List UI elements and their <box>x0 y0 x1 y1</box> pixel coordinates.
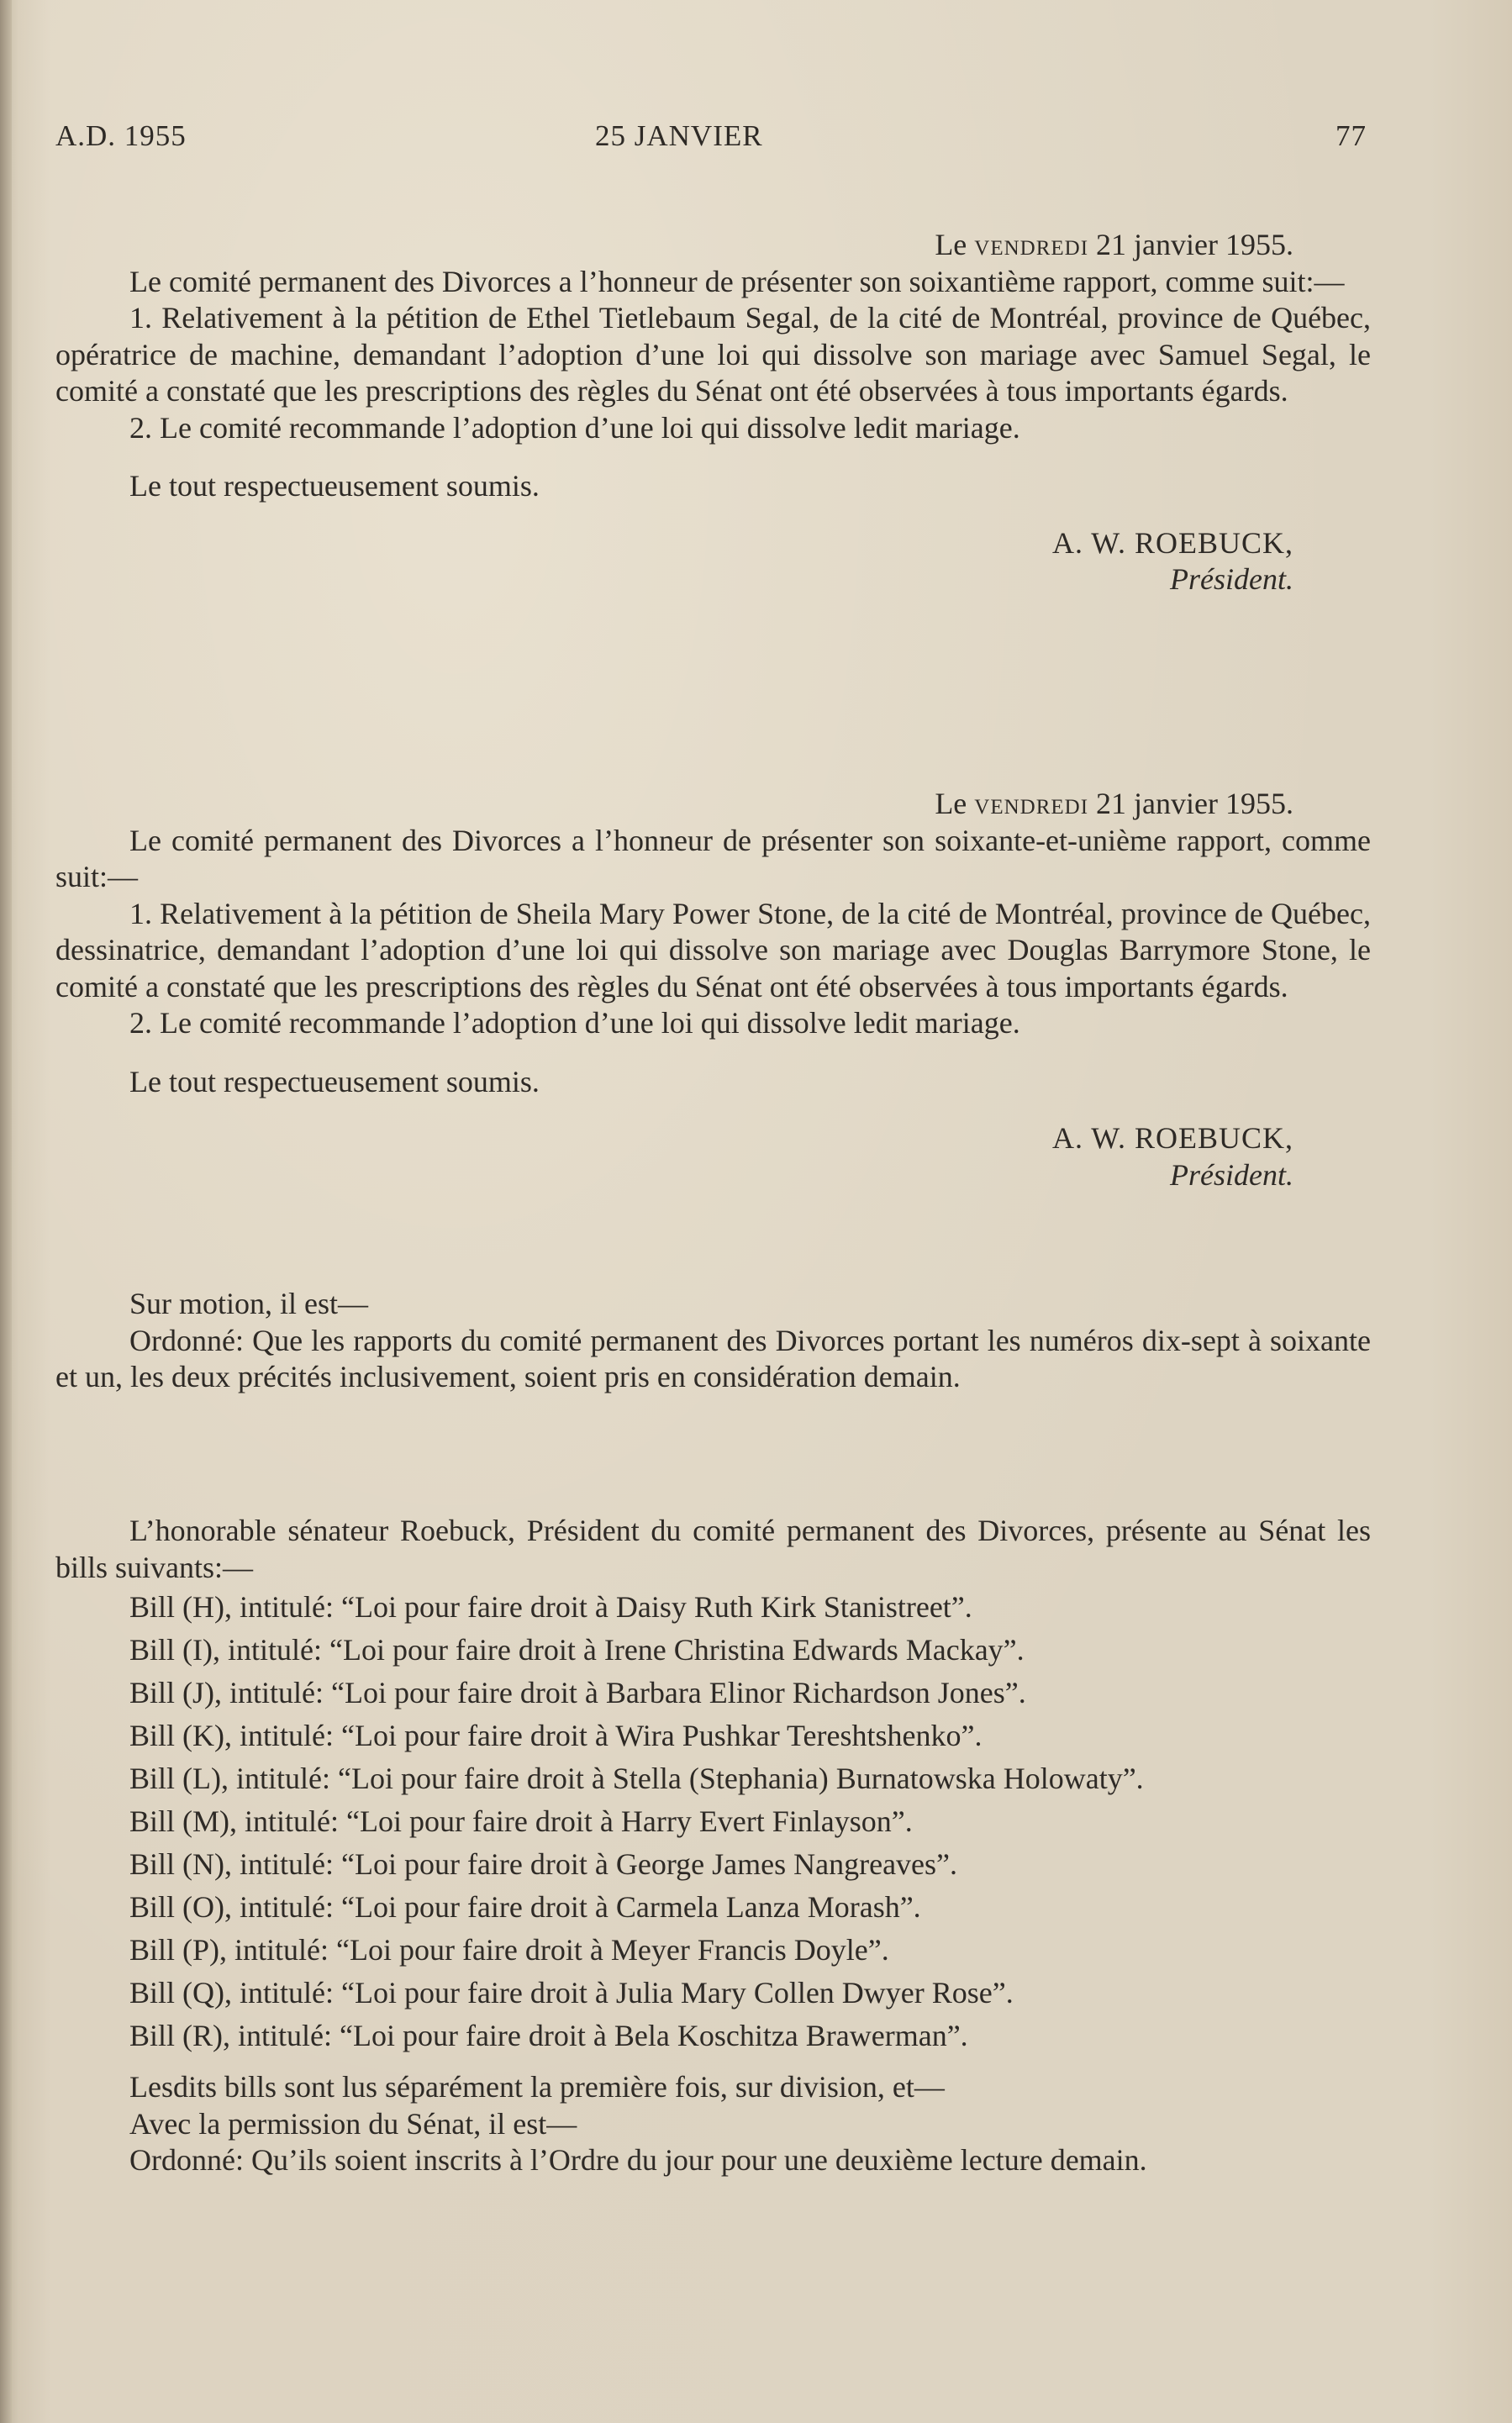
bill-item: Bill (P), intitulé: “Loi pour faire droit à Meyer Francis Doyle”. <box>129 1933 889 1967</box>
report-item-2: 2. Le comité recommande l’adoption d’une loi qui dissolve ledit mariage. <box>129 1006 1020 1040</box>
report-date: Le vendredi 21 janvier 1955. <box>935 787 1293 820</box>
report-intro: Le comité permanent des Divorces a l’honneur de présenter son soixantième rapport, comme suit:— <box>129 264 1345 298</box>
page-number: 77 <box>1336 119 1367 152</box>
bill-item: Bill (R), intitulé: “Loi pour faire droit à Bela Koschitza Brawerman”. <box>129 2019 968 2052</box>
bills-section <box>55 1513 1371 2179</box>
running-head <box>55 119 1367 153</box>
header-year: A.D. 1955 <box>55 119 187 152</box>
bills-reading: Lesdits bills sont lus séparément la première fois, sur division, et— <box>129 2070 945 2104</box>
bill-item: Bill (L), intitulé: “Loi pour faire droit à Stella (Stephania) Burnatowska Holowaty”. <box>129 1762 1144 1795</box>
bills-intro: L’honorable sénateur Roebuck, Président du comité permanent des Divorces, présente au Sénat les bills suivants:— <box>55 1514 1371 1584</box>
signature-title: Président. <box>1170 562 1293 596</box>
report-sixtieth <box>55 227 1371 598</box>
report-intro: Le comité permanent des Divorces a l’honneur de présenter son soixante-et-unième rapport, comme suit:— <box>55 823 1371 893</box>
bill-item: Bill (H), intitulé: “Loi pour faire droit à Daisy Ruth Kirk Stanistreet”. <box>129 1590 972 1624</box>
report-item-1: 1. Relativement à la pétition de Sheila Mary Power Stone, de la cité de Montréal, province de Québec, dessinatrice, demandant l’adoption d’une loi qui dissolve son mariage avec Douglas Barrymore Stone, le comité a constaté que les prescriptions des règles du Sénat ont été observées à tous importants égards. <box>55 896 1371 1003</box>
bill-item: Bill (J), intitulé: “Loi pour faire droit à Barbara Elinor Richardson Jones”. <box>129 1676 1026 1709</box>
bill-item: Bill (Q), intitulé: “Loi pour faire droit à Julia Mary Collen Dwyer Rose”. <box>129 1976 1014 2010</box>
report-date: Le vendredi 21 janvier 1955. <box>935 228 1293 261</box>
bill-list <box>55 1586 1371 2057</box>
motion-order: Ordonné: Que les rapports du comité permanent des Divorces portant les numéros dix-sept à soixante et un, les deux précités inclusivement, soient pris en considération demain. <box>55 1323 1371 1393</box>
report-closing: Le tout respectueusement soumis. <box>129 469 540 503</box>
bills-order: Ordonné: Qu’ils soient inscrits à l’Ordre du jour pour une deuxième lecture demain. <box>129 2143 1147 2177</box>
bill-item: Bill (K), intitulé: “Loi pour faire droit à Wira Pushkar Tereshtshenko”. <box>129 1719 983 1752</box>
report-closing: Le tout respectueusement soumis. <box>129 1064 540 1098</box>
page-edge <box>0 0 12 2423</box>
bills-permission: Avec la permission du Sénat, il est— <box>129 2106 577 2141</box>
signature-name: A. W. ROEBUCK, <box>1051 1121 1293 1155</box>
bill-item: Bill (I), intitulé: “Loi pour faire droit à Irene Christina Edwards Mackay”. <box>129 1633 1025 1667</box>
signature-name: A. W. ROEBUCK, <box>1051 525 1293 560</box>
report-item-1: 1. Relativement à la pétition de Ethel Tietlebaum Segal, de la cité de Montréal, province de Québec, opératrice de machine, demandant l’adoption d’une loi qui dissolve son mariage avec Samuel Segal, le comité a constaté que les prescriptions des règles du Sénat ont été observées à tous importants égards. <box>55 301 1371 408</box>
bill-item: Bill (O), intitulé: “Loi pour faire droit à Carmela Lanza Morash”. <box>129 1890 921 1924</box>
motion-section <box>55 1286 1371 1396</box>
report-sixty-first <box>55 786 1371 1193</box>
header-date: 25 JANVIER <box>595 119 763 152</box>
signature-title: Président. <box>1170 1157 1293 1192</box>
report-item-2: 2. Le comité recommande l’adoption d’une loi qui dissolve ledit mariage. <box>129 410 1020 445</box>
bill-item: Bill (M), intitulé: “Loi pour faire droit à Harry Evert Finlayson”. <box>129 1804 913 1838</box>
motion-line: Sur motion, il est— <box>129 1287 369 1320</box>
bill-item: Bill (N), intitulé: “Loi pour faire droit à George James Nangreaves”. <box>129 1847 958 1881</box>
